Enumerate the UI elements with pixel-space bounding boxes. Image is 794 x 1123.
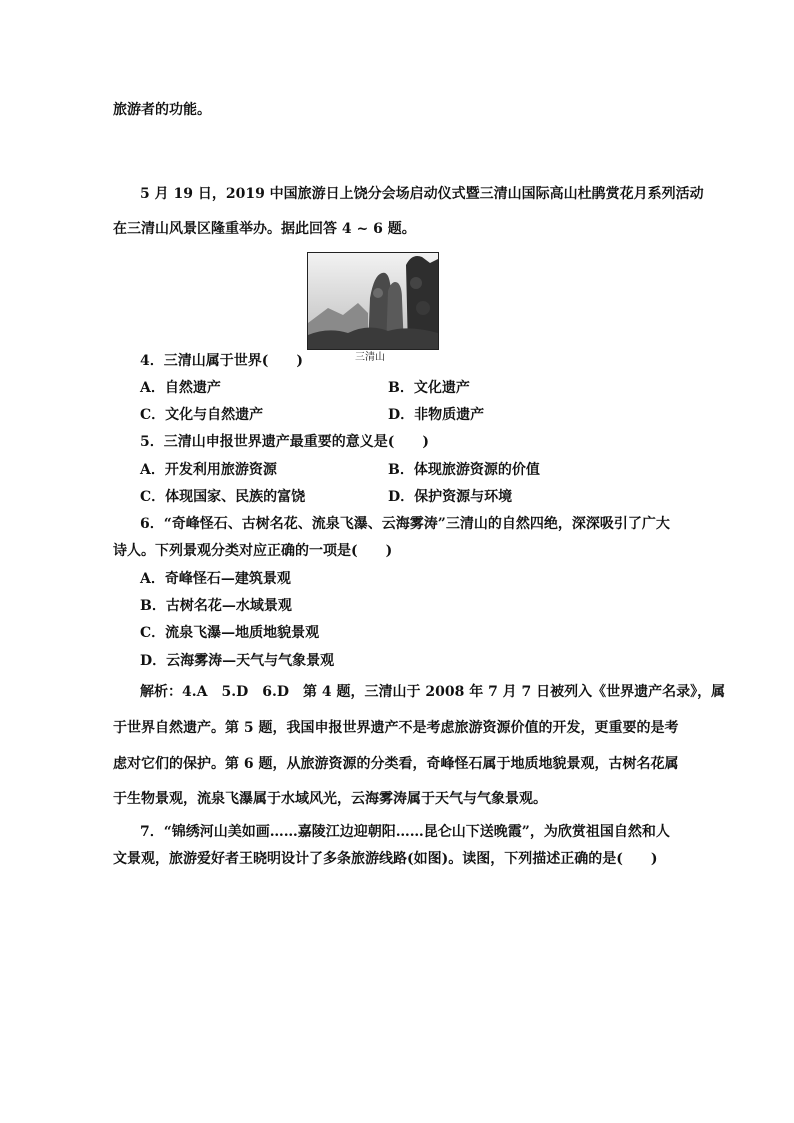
figure-caption: 三清山 — [355, 352, 385, 363]
q4-option-c: C．文化与自然遗产 — [140, 407, 264, 423]
q7-stem-line-2: 文景观，旅游爱好者王晓明设计了多条旅游线路(如图)。读图，下列描述正确的是( ) — [113, 851, 658, 867]
q4-stem: 4．三清山属于世界( ) — [140, 353, 303, 369]
q4-option-d: D．非物质遗产 — [388, 407, 485, 423]
intro-line-2: 在三清山风景区隆重举办。据此回答 4 ~ 6 题。 — [113, 221, 416, 237]
q5-stem: 5．三清山申报世界遗产最重要的意义是( ) — [140, 434, 429, 450]
continued-text: 旅游者的功能。 — [113, 102, 211, 118]
q7-stem-line-1: 7．“锦绣河山美如画……嘉陵江边迎朝阳……昆仑山下送晚霞”，为欣赏祖国自然和人 — [140, 824, 670, 840]
q4-option-b: B．文化遗产 — [388, 380, 470, 396]
q6-option-d: D．云海雾涛—天气与气象景观 — [140, 653, 335, 669]
analysis-line-1: 解析：4.A 5.D 6.D 第 4 题，三清山于 2008 年 7 月 7 日被列入《世界遗产名录》，属 — [140, 684, 726, 700]
mountain-picture — [308, 253, 438, 349]
q5-option-b: B．体现旅游资源的价值 — [388, 462, 540, 478]
q6-option-b: B．古树名花—水域景观 — [140, 598, 292, 614]
q6-stem-line-1: 6．“奇峰怪石、古树名花、流泉飞瀑、云海雾涛”三清山的自然四绝，深深吸引了广大 — [140, 516, 670, 532]
analysis-line-4: 于生物景观，流泉飞瀑属于水域风光，云海雾涛属于天气与气象景观。 — [113, 791, 547, 807]
q5-option-d: D．保护资源与环境 — [388, 489, 513, 505]
q4-option-a: A．自然遗产 — [140, 380, 221, 396]
q5-option-c: C．体现国家、民族的富饶 — [140, 489, 306, 505]
q6-option-a: A．奇峰怪石—建筑景观 — [140, 571, 291, 587]
q6-stem-line-2: 诗人。下列景观分类对应正确的一项是( ) — [113, 543, 393, 559]
sanqingshan-photo — [307, 252, 439, 350]
analysis-line-2: 于世界自然遗产。第 5 题，我国申报世界遗产不是考虑旅游资源价值的开发，更重要的是考 — [113, 720, 679, 736]
intro-line-1: 5 月 19 日，2019 中国旅游日上饶分会场启动仪式暨三清山国际高山杜鹃赏花月系列活动 — [140, 186, 704, 202]
q5-option-a: A．开发利用旅游资源 — [140, 462, 277, 478]
analysis-line-3: 虑对它们的保护。第 6 题，从旅游资源的分类看，奇峰怪石属于地质地貌景观，古树名花属 — [113, 756, 679, 772]
q6-option-c: C．流泉飞瀑—地质地貌景观 — [140, 625, 320, 641]
